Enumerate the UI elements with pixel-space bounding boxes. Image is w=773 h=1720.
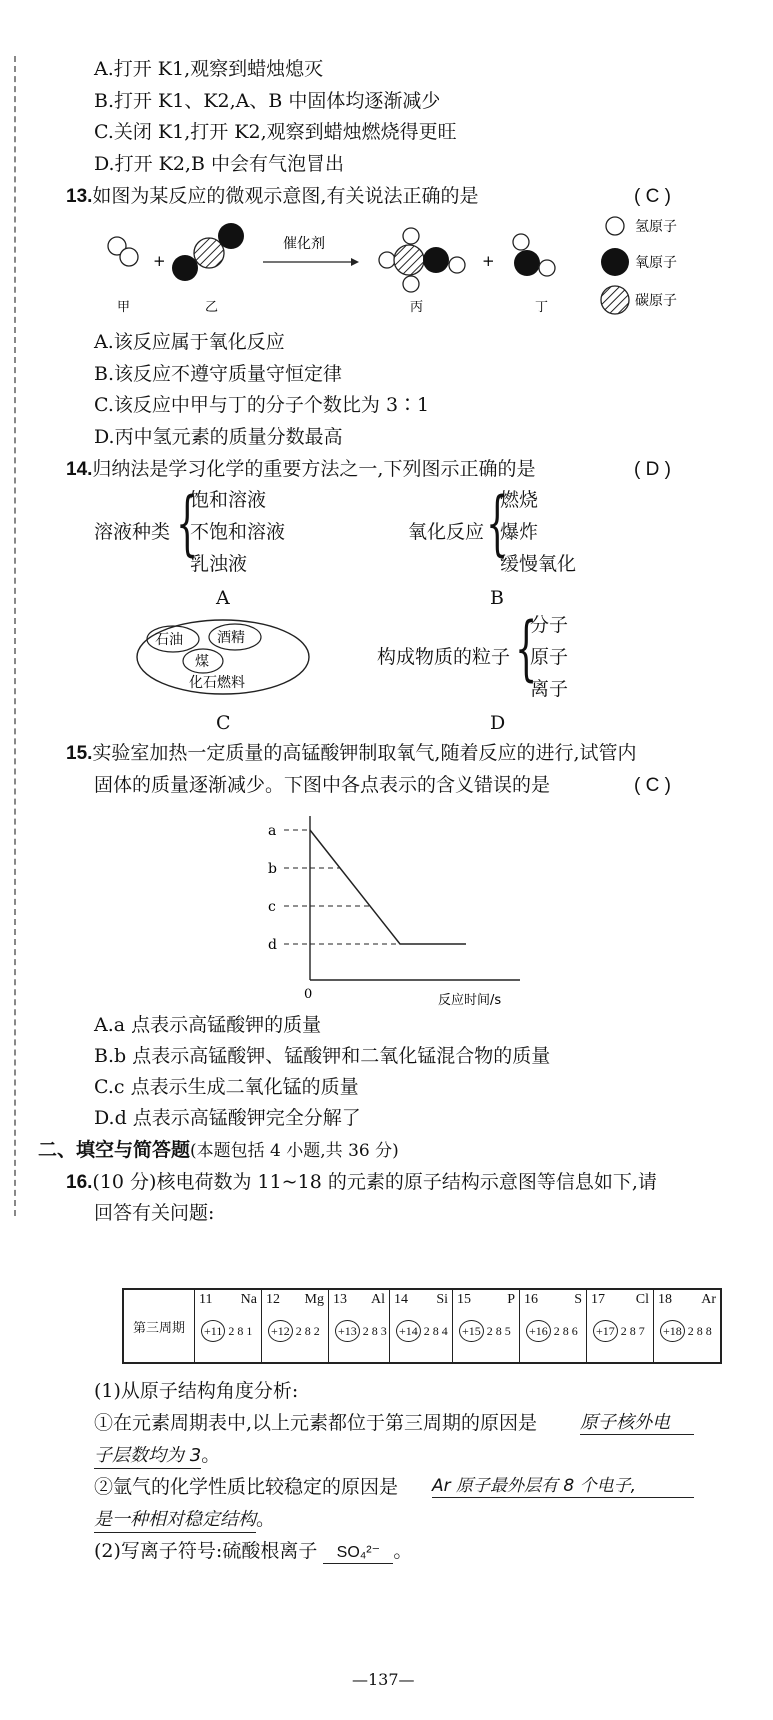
element-cell: 14 Si +14 2 8 4: [390, 1289, 453, 1363]
element-cell: 16 S +16 2 8 6: [520, 1289, 587, 1363]
q16-part1a-end: 。: [201, 1444, 221, 1466]
section2-note: (本题包括 4 小题,共 36 分): [190, 1141, 399, 1161]
q16-part1a-question: ①在元素周期表中,以上元素都位于第三周期的原因是: [94, 1412, 538, 1434]
q14a-item-2: 不饱和溶液: [190, 521, 286, 543]
x-axis-label: 反应时间/s: [438, 993, 502, 1008]
q15-option-b: B.b 点表示高锰酸钾、锰酸钾和二氧化锰混合物的质量: [94, 1045, 551, 1067]
q14-stem: [66, 460, 535, 479]
q12-option-b: B.打开 K1、K2,A、B 中固体均逐渐减少: [94, 90, 441, 112]
q13-stem-text: 如图为某反应的微观示意图,有关说法正确的是: [92, 185, 479, 207]
molecule-jia-icon: [108, 237, 138, 266]
element-cell: 13 Al +13 2 8 3: [329, 1289, 390, 1363]
q14-number: 14.: [66, 459, 93, 480]
q15-stem-line1: [66, 744, 637, 763]
element-cell: 17 Cl +17 2 8 7: [587, 1289, 654, 1363]
q16-part1b-answer-1: Ar 原子最外层有 8 个电子,: [432, 1478, 694, 1498]
label-jia: 甲: [117, 300, 131, 315]
q16-part1b-answer-2: 是一种相对稳定结构: [94, 1509, 256, 1533]
q14c-diagram: [135, 617, 315, 697]
element-cell: 15 P +15 2 8 5: [453, 1289, 520, 1363]
y-tick-label-a: a: [268, 823, 277, 839]
plus-2: +: [482, 252, 495, 270]
q16-part1b-end: 。: [256, 1508, 276, 1530]
q15-option-d: D.d 点表示高锰酸钾完全分解了: [94, 1107, 361, 1129]
q14d-root: 构成物质的粒子: [377, 646, 511, 668]
mass-curve: [310, 830, 466, 944]
q14b-letter: B: [490, 587, 504, 609]
q13-reaction-diagram: [95, 208, 695, 320]
q14c-item-3: 煤: [195, 654, 209, 670]
q16-stem-line2: 回答有关问题:: [94, 1202, 215, 1224]
q14a-item-3: 乳浊液: [190, 553, 248, 575]
q13-option-a: A.该反应属于氧化反应: [94, 331, 285, 353]
row-label: 第三周期: [123, 1289, 195, 1363]
q14d-item-1: 分子: [530, 614, 569, 636]
q16-part2-answer: SO₄²⁻: [323, 1545, 393, 1564]
q13-stem: [66, 187, 478, 206]
label-ding: 丁: [535, 300, 549, 315]
q12-option-c: C.关闭 K1,打开 K2,观察到蜡烛燃烧得更旺: [94, 121, 457, 143]
plus-1: +: [153, 252, 166, 270]
oxygen-legend-icon: [601, 248, 629, 276]
q13-number: 13.: [66, 186, 93, 207]
q14b-item-3: 缓慢氧化: [500, 553, 577, 575]
q16-part2-question: (2)写离子符号:硫酸根离子: [94, 1540, 318, 1562]
svg-text:碳原子: 碳原子: [635, 293, 677, 309]
element-cell: 11 Na +11 2 8 1: [195, 1289, 262, 1363]
q14d-item-3: 离子: [530, 678, 569, 700]
q14c-item-1: 石油: [155, 632, 183, 648]
q14d-item-2: 原子: [530, 646, 569, 668]
carbon-legend-icon: [601, 286, 629, 314]
q15-option-a: A.a 点表示高锰酸钾的质量: [94, 1014, 322, 1036]
q16-stem-text-1: (10 分)核电荷数为 11~18 的元素的原子结构示意图等信息如下,请: [92, 1171, 657, 1193]
q16-part1a-answer-1: 原子核外电: [580, 1414, 694, 1435]
q14a-brace: {: [176, 482, 199, 564]
q14b-brace: {: [486, 482, 509, 564]
section2-title: 二、填空与简答题: [38, 1139, 191, 1161]
binding-margin-line: [14, 56, 16, 1216]
arrow-label: 催化剂: [283, 236, 325, 252]
q16-part1: (1)从原子结构角度分析:: [94, 1380, 299, 1402]
q16-part2-end: 。: [393, 1540, 413, 1562]
q16-stem-line1: [66, 1173, 657, 1192]
q15-stem-line2: 固体的质量逐渐减少。下图中各点表示的含义错误的是: [94, 774, 551, 796]
q15-stem-text-1: 实验室加热一定质量的高锰酸钾制取氧气,随着反应的进行,试管内: [92, 742, 637, 764]
label-bing: 丙: [410, 300, 424, 315]
q13-option-c: C.该反应中甲与丁的分子个数比为 3∶1: [94, 394, 430, 416]
origin-label: 0: [304, 987, 313, 1002]
y-tick-label-d: d: [268, 937, 277, 953]
svg-text:氧原子: 氧原子: [635, 255, 677, 271]
q16-part1b-question: ②氩气的化学性质比较稳定的原因是: [94, 1476, 399, 1498]
page-number: —137—: [352, 1670, 415, 1689]
q16-part1a-answer-2: 子层数均为 3: [94, 1445, 201, 1469]
q14b-root: 氧化反应: [408, 521, 485, 543]
q14c-outer: 化石燃料: [189, 675, 245, 691]
q14b-item-2: 爆炸: [500, 521, 539, 543]
q14b-item-1: 燃烧: [500, 489, 539, 511]
q14a-root: 溶液种类: [94, 521, 171, 543]
q15-answer: ( C ): [634, 775, 671, 796]
q14d-letter: D: [490, 712, 506, 734]
q15-option-c: C.c 点表示生成二氧化锰的质量: [94, 1076, 359, 1098]
q13-option-b: B.该反应不遵守质量守恒定律: [94, 363, 343, 385]
q13-answer: ( C ): [634, 186, 671, 207]
q14a-item-1: 饱和溶液: [190, 489, 267, 511]
q15-number: 15.: [66, 743, 93, 764]
q13-option-d: D.丙中氢元素的质量分数最高: [94, 426, 343, 448]
molecule-ding-icon: [513, 234, 555, 276]
q16-number: 16.: [66, 1172, 93, 1193]
q14d-brace: {: [515, 607, 538, 689]
q14c-item-2: 酒精: [217, 630, 245, 646]
q12-option-a: A.打开 K1,观察到蜡烛熄灭: [94, 58, 324, 80]
y-tick-label-c: c: [268, 899, 276, 915]
q14-stem-text: 归纳法是学习化学的重要方法之一,下列图示正确的是: [92, 458, 536, 480]
element-cell: 12 Mg +12 2 8 2: [262, 1289, 329, 1363]
svg-text:氢原子: 氢原子: [635, 219, 677, 235]
label-yi: 乙: [205, 300, 219, 315]
legend: [601, 217, 677, 314]
hydrogen-legend-icon: [606, 217, 624, 235]
q14a-letter: A: [216, 587, 230, 609]
y-tick-label-b: b: [268, 861, 277, 877]
molecule-yi-icon: [172, 223, 244, 281]
q14c-letter: C: [216, 712, 231, 734]
q16-part1a-line2: [94, 1446, 220, 1465]
q12-option-d: D.打开 K2,B 中会有气泡冒出: [94, 153, 344, 175]
q16-part2: [94, 1542, 412, 1564]
q16-part1b-line2: [94, 1510, 275, 1529]
section2-heading: [38, 1141, 399, 1160]
q14-answer: ( D ): [634, 459, 671, 480]
molecule-bing-icon: [379, 228, 465, 292]
periodic-row-table: [122, 1288, 722, 1364]
element-cell: 18 Ar +18 2 8 8: [654, 1289, 722, 1363]
q15-chart: [262, 808, 532, 1008]
